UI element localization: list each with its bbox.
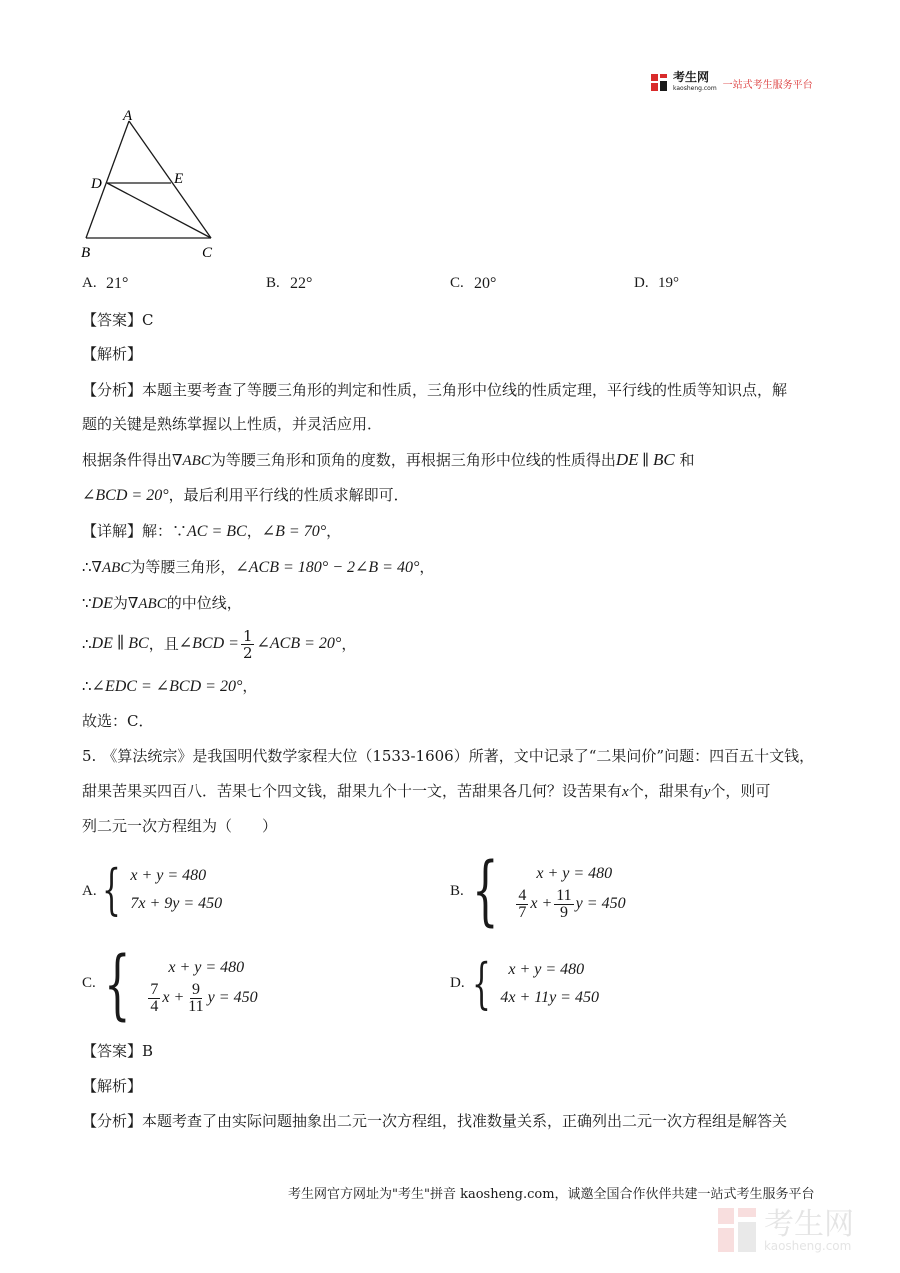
q4-fenxi-bc: BC: [652, 450, 675, 469]
watermark-logo-icon: [716, 1206, 760, 1256]
fraction-b1: [516, 888, 528, 921]
label-b: B: [81, 245, 91, 261]
q5-option-d-label: D.: [450, 975, 465, 991]
fraction-numerator: 11: [556, 886, 572, 904]
left-brace-icon: {: [472, 952, 491, 1015]
q5-analysis-tag: 【解析】: [82, 1077, 143, 1095]
q5-line2: [82, 780, 770, 803]
q4-fenxi-text1: 本题主要考查了等腰三角形的判定和性质，三角形中位线的性质定理，平行线的性质等知识点，解: [142, 381, 788, 399]
q5-option-c-eq2: [146, 982, 257, 1015]
q5-text2b: 个，甜果有: [628, 782, 704, 800]
q4-option-d-label: D.: [634, 275, 649, 291]
q5-option-c-end: y = 450: [207, 989, 258, 1006]
q5-text1: 《算法统宗》是我国明代数学家程大位（1533-1606）所著，文中记录了“二果问价”问题：四百五十文钱，: [102, 747, 815, 765]
q4-option-a-value: 21°: [106, 275, 129, 292]
footer-text: 考生网官方网址为"考生"拼音 kaosheng.com，诚邀全国合作伙伴共建一站式考生服务平台: [288, 1187, 815, 1202]
segment-dc: [107, 183, 211, 238]
q4-fenxi-abc: ABC: [182, 453, 211, 469]
q5-text2a: 甜果苦果买四百八．苦果七个四文钱，甜果九个十一文，苦甜果各几何？设苦果有: [82, 782, 623, 800]
q4-option-c-label: C.: [450, 275, 464, 291]
q4-xiangjie-s4b: ，且: [148, 635, 179, 653]
q4-xiangjie-line6: 故选：C．: [82, 712, 154, 730]
q4-xiangjie-eq-edc: ∠EDC = ∠BCD = 20°: [91, 678, 243, 695]
header-logo: [650, 72, 813, 94]
q5-option-a-label: A.: [82, 883, 97, 899]
q4-fenxi-text3b: 为等腰三角形和顶角的度数，再根据三角形中位线的性质得出: [210, 451, 616, 469]
fraction-c1: [148, 982, 160, 1015]
q4-fenxi-eq-bcd: ∠BCD = 20°: [82, 487, 169, 504]
q4-fenxi-line4: [82, 484, 409, 507]
triangle-figure: [78, 104, 228, 266]
q4-xiangjie-s2end: ，: [419, 558, 435, 576]
fraction-denominator: 11: [188, 997, 204, 1015]
q4-answer-tag: 【答案】: [82, 311, 143, 329]
q4-xiangjie-eq-ac-bc: AC = BC: [187, 523, 247, 540]
q4-xiangjie-line5: [82, 675, 257, 698]
q4-xiangjie-line1: [82, 520, 341, 543]
q4-fenxi-de: DE: [615, 450, 639, 469]
q5-fenxi-tag: 【分析】: [82, 1112, 143, 1130]
label-e: E: [174, 171, 184, 187]
q4-fenxi-tag: 【分析】: [82, 381, 143, 399]
q4-xiangjie-line4: [82, 626, 356, 662]
q5-line1: [82, 745, 814, 767]
q5-option-d-eq2: 4x + 11y = 450: [500, 989, 599, 1006]
watermark: [716, 1206, 854, 1256]
q4-fenxi-line1: [82, 379, 787, 401]
q5-option-c-label: C.: [82, 975, 96, 991]
watermark-domain: kaosheng.com: [764, 1239, 852, 1253]
q5-option-d-system: [472, 952, 599, 1015]
q4-xiangjie-eq-acb: ∠ACB = 180° − 2∠B = 40°: [235, 559, 420, 576]
q5-text2c: 个，则可: [710, 782, 771, 800]
kaosheng-logo-icon: [650, 73, 670, 93]
q5-option-b-eq1: x + y = 480: [536, 864, 613, 882]
q4-xiangjie-s2b: 为等腰三角形，: [130, 558, 236, 576]
q4-xiangjie-tri-abc: ∇ABC: [91, 560, 131, 576]
q4-option-a-label: A.: [82, 275, 97, 291]
q4-fenxi-text3a: 根据条件得出: [82, 451, 173, 469]
q4-xiangjie-line3: [82, 592, 242, 615]
left-brace-icon: {: [104, 939, 131, 1028]
logo-domain: kaosheng.com: [673, 85, 717, 92]
q5-option-c-system: [104, 939, 258, 1028]
q5-option-c-mid: x +: [162, 989, 185, 1006]
q4-option-d-value: 19°: [658, 275, 679, 291]
q4-xiangjie-de: DE: [91, 595, 113, 612]
fraction-numerator: 7: [150, 980, 159, 998]
fraction-denominator: 9: [559, 903, 568, 921]
q4-xiangjie-s1end: ，: [326, 522, 342, 540]
q5-option-a-equations: [130, 862, 222, 918]
q5-var-y: y: [703, 784, 711, 800]
q5-answer: [82, 1040, 153, 1062]
q5-option-d-eq1: x + y = 480: [508, 961, 585, 978]
q5-line3: 列二元一次方程组为（ ）: [82, 817, 278, 835]
triangle-symbol: ∇: [172, 453, 183, 469]
q4-fenxi-text3c: 和: [674, 451, 695, 469]
parallel-symbol: ∥: [638, 453, 653, 469]
therefore-symbol-2: ∴: [82, 635, 92, 653]
logo-slogan: 一站式考生服务平台: [722, 79, 813, 91]
q5-option-b-label: B.: [450, 883, 464, 899]
q4-xiangjie-s1sep: ，: [246, 522, 262, 540]
fraction-numerator: 4: [518, 886, 527, 904]
label-c: C: [202, 245, 213, 261]
fraction-b2: [554, 888, 573, 921]
q4-answer: [82, 309, 154, 331]
q4-xiangjie-s3c: 的中位线，: [166, 594, 242, 612]
fraction-denominator: 4: [150, 997, 159, 1015]
fraction-denominator: 7: [518, 903, 527, 921]
q5-option-b-end: y = 450: [575, 895, 626, 912]
q5-fenxi-text: 本题考查了由实际问题抽象出二元一次方程组，找准数量关系，正确列出二元一次方程组是解答关: [142, 1112, 788, 1130]
q4-xiangjie-tag: 【详解】: [82, 522, 143, 540]
q4-xiangjie-tri-abc-2: ∇ABC: [127, 596, 167, 612]
q4-option-b-label: B.: [266, 275, 280, 291]
q5-option-a-system: [102, 858, 223, 921]
therefore-symbol-3: ∴: [82, 677, 92, 695]
fraction-c2: [186, 982, 205, 1015]
q4-xiangjie-s5end: ，: [242, 677, 258, 695]
q4-option-c-value: 20°: [474, 275, 497, 292]
q5-option-c-eq1: x + y = 480: [168, 958, 245, 976]
q5-option-a-eq2: 7x + 9y = 450: [130, 895, 223, 912]
q4-answer-value: C: [142, 311, 154, 329]
label-d: D: [91, 176, 102, 192]
q5-option-b-system: [472, 845, 626, 934]
q4-xiangjie-eq-bcd-left: ∠BCD =: [178, 635, 239, 652]
q5-option-b-mid: x +: [530, 895, 553, 912]
q4-fenxi-text4b: ，最后利用平行线的性质求解即可．: [168, 486, 409, 504]
q4-xiangjie-de-par-bc: DE ∥ BC: [91, 635, 149, 652]
q4-xiangjie-eq-bcd-right: ∠ACB = 20°: [256, 635, 342, 652]
q5-option-b-eq2: [514, 888, 625, 921]
fraction-numerator: 1: [242, 626, 253, 645]
left-brace-icon: {: [102, 858, 121, 921]
q4-xiangjie-s3b: 为: [112, 594, 128, 612]
q5-option-c-equations: [146, 954, 257, 1015]
because-symbol: ∵: [82, 594, 92, 612]
q4-analysis-tag: 【解析】: [82, 345, 143, 363]
therefore-symbol: ∴: [82, 558, 92, 576]
q4-option-b-value: 22°: [290, 275, 313, 292]
label-a: A: [123, 108, 133, 124]
q5-var-x: x: [622, 784, 629, 800]
watermark-text: 考生网: [764, 1207, 854, 1242]
q4-xiangjie-line2: [82, 556, 434, 579]
q4-xiangjie-eq-b70: ∠B = 70°: [261, 523, 327, 540]
q5-option-b-equations: [514, 860, 625, 921]
segment-ac: [129, 121, 211, 238]
q5-answer-value: B: [142, 1042, 154, 1060]
logo-name: 考生网: [673, 70, 710, 84]
q5-number: 5.: [82, 747, 97, 765]
q4-xiangjie-s4end: ，: [341, 635, 357, 653]
fraction-numerator: 9: [191, 980, 200, 998]
left-brace-icon: {: [472, 845, 499, 934]
fraction-one-half: [241, 628, 255, 661]
q4-fenxi-line2: 题的关键是熟练掌握以上性质，并灵活应用．: [82, 415, 383, 433]
q5-fenxi: [82, 1110, 787, 1132]
q5-answer-tag: 【答案】: [82, 1042, 143, 1060]
q4-fenxi-line3: [82, 449, 694, 472]
q4-xiangjie-s1a: 解：∵: [142, 522, 188, 540]
q5-option-a-eq1: x + y = 480: [130, 867, 207, 884]
q5-option-d-equations: [500, 956, 599, 1012]
fraction-denominator: 2: [242, 643, 253, 662]
